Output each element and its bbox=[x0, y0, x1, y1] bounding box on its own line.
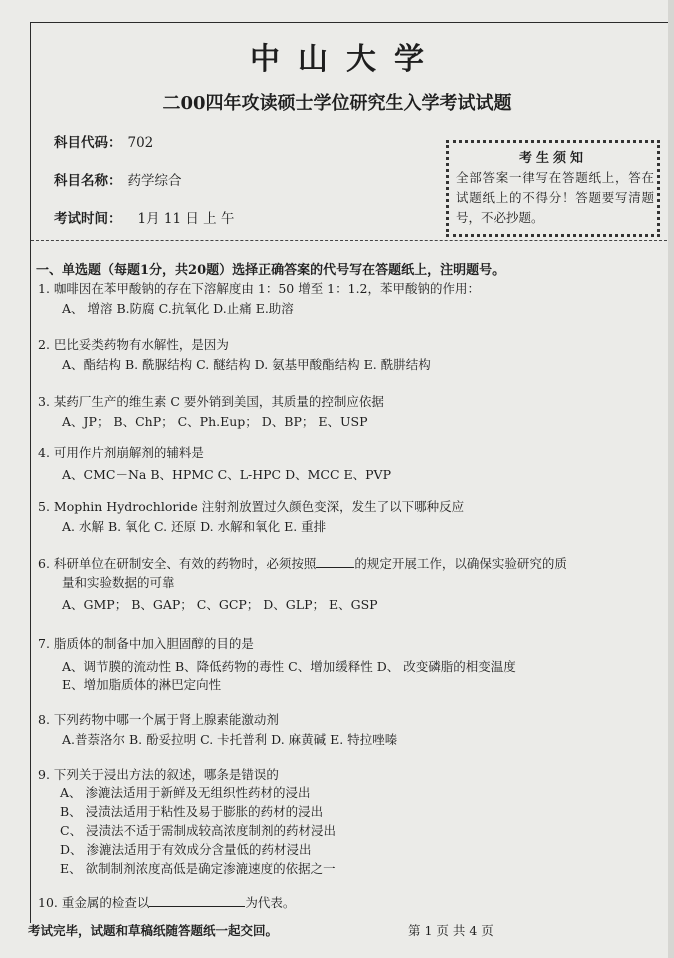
question-9-option-a: A、 渗漉法适用于新鲜及无组织性药材的浸出 bbox=[60, 785, 311, 800]
question-9-option-c: C、 浸渍法不适于需制成较高浓度制剂的药材浸出 bbox=[60, 823, 337, 838]
question-2-stem: 2. 巴比妥类药物有水解性，是因为 bbox=[38, 337, 229, 352]
question-10-blank bbox=[149, 906, 245, 907]
notice-title: 考生须知 bbox=[518, 151, 587, 166]
subject-name-row bbox=[54, 169, 182, 189]
exam-title: 二00四年攻读硕士学位研究生入学考试试题 bbox=[162, 93, 512, 114]
section-heading: 一、单选题（每题1分，共20题）选择正确答案的代号写在答题纸上，注明题号。 bbox=[36, 263, 506, 278]
subject-code-label: 科目代码： bbox=[54, 135, 122, 151]
question-10-stem bbox=[38, 894, 663, 911]
question-10-stem-part1: 10. 重金属的检查以 bbox=[38, 895, 150, 910]
question-6-stem bbox=[38, 555, 663, 572]
exam-time-row bbox=[54, 207, 234, 227]
question-5-stem: 5. Mophin Hydrochloride 注射剂放置过久颜色变深，发生了以下哪种反应 bbox=[38, 499, 465, 514]
question-1-stem: 1. 咖啡因在苯甲酸钠的存在下溶解度由 1：50 增至 1：1.2，苯甲酸钠的作用： bbox=[38, 281, 481, 296]
question-9-option-d: D、 渗漉法适用于有效成分含量低的药材浸出 bbox=[60, 842, 312, 857]
question-6-stem-cont: 量和实验数据的可靠 bbox=[62, 575, 175, 590]
question-6-blank bbox=[316, 567, 354, 568]
question-9-option-e: E、 欲制制剂浓度高低是确定渗漉速度的依据之一 bbox=[60, 861, 336, 876]
question-7-options-line1: A、调节膜的流动性 B、降低药物的毒性 C、增加缓释性 D、 改变磷脂的相变温度 bbox=[62, 659, 516, 674]
question-9-option-b: B、 浸渍法适用于粘性及易于膨胀的药材的浸出 bbox=[60, 804, 324, 819]
question-8-options: A.普萘洛尔 B. 酚妥拉明 C. 卡托普利 D. 麻黄碱 E. 特拉唑嗪 bbox=[62, 732, 398, 747]
exam-time-label: 考试时间： bbox=[54, 211, 122, 227]
subject-code-row bbox=[54, 131, 153, 151]
footer-instructions: 考试完毕，试题和草稿纸随答题纸一起交回。 bbox=[28, 923, 279, 938]
question-9-stem: 9. 下列关于浸出方法的叙述，哪条是错误的 bbox=[38, 767, 279, 782]
question-4-options: A、CMC－Na B、HPMC C、L-HPC D、MCC E、PVP bbox=[62, 467, 391, 482]
question-6-options: A、GMP； B、GAP； C、GCP； D、GLP； E、GSP bbox=[62, 597, 378, 612]
question-7-stem: 7. 脂质体的制备中加入胆固醇的目的是 bbox=[38, 636, 254, 651]
question-6-stem-part1: 6. 科研单位在研制安全、有效的药物时，必须按照 bbox=[38, 556, 317, 571]
subject-name-label: 科目名称： bbox=[54, 173, 122, 189]
exam-time-value: 1月 11 日 上 午 bbox=[137, 211, 235, 227]
header-divider bbox=[31, 240, 667, 241]
question-2-options: A、酯结构 B. 酰脲结构 C. 醚结构 D. 氨基甲酸酯结构 E. 酰肼结构 bbox=[62, 357, 431, 372]
question-8-stem: 8. 下列药物中哪一个属于肾上腺素能激动剂 bbox=[38, 712, 279, 727]
subject-name-value: 药学综合 bbox=[127, 173, 182, 189]
page-number: 第 1 页 共 4 页 bbox=[408, 923, 494, 938]
question-5-options: A. 水解 B. 氧化 C. 还原 D. 水解和氧化 E. 重排 bbox=[62, 519, 327, 534]
question-6-stem-part2: 的规定开展工作，以确保实验研究的质 bbox=[354, 556, 567, 571]
question-7-options-line2: E、增加脂质体的淋巴定向性 bbox=[62, 677, 222, 692]
question-1-options: A、 增溶 B.防腐 C.抗氧化 D.止痛 E.助溶 bbox=[62, 301, 294, 316]
question-3-options: A、JP； B、ChP； C、Ph.Eup； D、BP； E、USP bbox=[62, 414, 368, 429]
question-10-stem-part2: 为代表。 bbox=[245, 895, 296, 910]
question-3-stem: 3. 某药厂生产的维生素 C 要外销到美国，其质量的控制应依据 bbox=[38, 394, 384, 409]
subject-code-value: 702 bbox=[127, 135, 154, 151]
scan-edge bbox=[668, 0, 674, 958]
notice-body: 全部答案一律写在答题纸上，答在试题纸上的不得分！答题要写清题号，不必抄题。 bbox=[456, 170, 654, 225]
question-4-stem: 4. 可用作片剂崩解剂的辅料是 bbox=[38, 445, 204, 460]
university-title: 中山大学 bbox=[250, 42, 442, 77]
